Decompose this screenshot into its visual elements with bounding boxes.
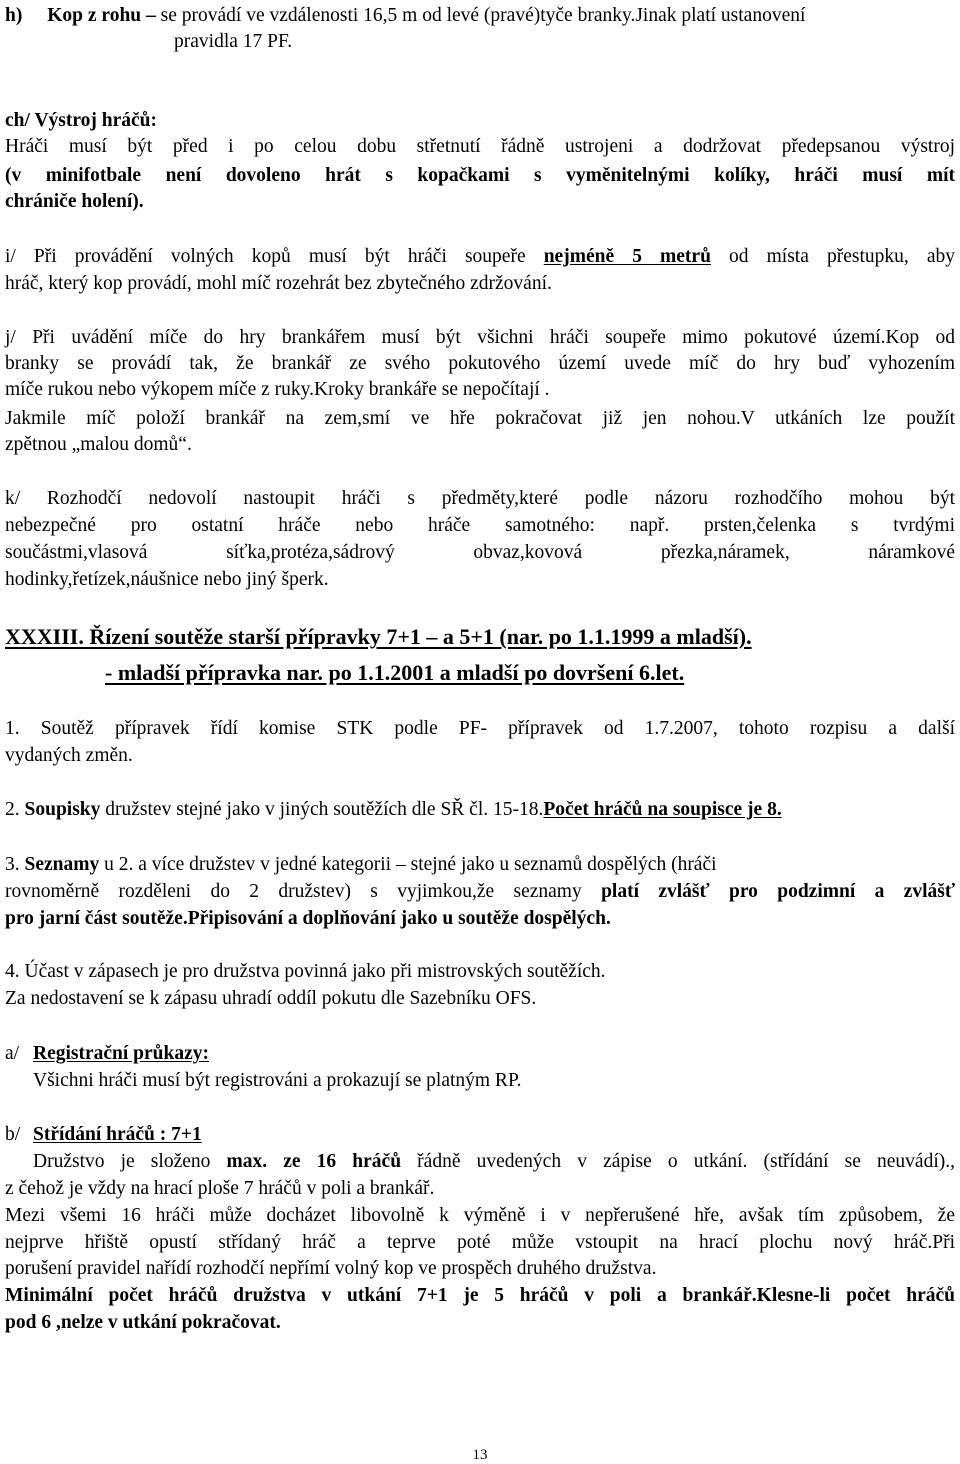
item-h-text: se provádí ve vzdálenosti 16,5 m od levé (pravé)tyče branky.Jinak platí ustanovení xyxy=(160,5,806,26)
item-i-line-2: hráč, který kop provádí, mohl míč rozehrát bez zbytečného zdržování. xyxy=(5,273,552,294)
item-b-line-7: pod 6 ,nelze v utkání pokračovat. xyxy=(5,1312,281,1333)
item-k-line-4: hodinky,řetízek,náušnice nebo jiný šperk. xyxy=(5,569,329,590)
item-j-line-3: míče rukou nebo výkopem míče z ruky.Kroky brankáře se nepočítají . xyxy=(5,379,550,400)
item-b-line-1-c: řádně uvedených v zápise o utkání. (střídání se neuvádí)., xyxy=(401,1151,955,1172)
item-i-text-a: i/ Při provádění volných kopů musí být hráči soupeře xyxy=(5,246,544,267)
item-i-text-b: od místa přestupku, aby xyxy=(710,246,955,267)
item-b-line-4: nejprve hřiště opustí střídaný hráč a teprve poté může vstoupit na hrací plochu nový hráč.Při xyxy=(5,1232,955,1253)
point-1-line-2: vydaných změn. xyxy=(5,745,133,766)
item-h-line-1 xyxy=(5,6,805,26)
point-2-text: družstev stejné jako v jiných soutěžích dle SŘ čl. 15-18. xyxy=(100,799,544,820)
item-j-line-4: Jakmile míč položí brankář na zem,smí ve hře pokračovat již jen nohou.V utkáních lze použít xyxy=(5,408,955,429)
item-k-line-3: součástmi,vlasová síťka,protéza,sádrový obvaz,kovová přezka,náramek, náramkové xyxy=(5,542,955,563)
point-2-emphasis: Počet hráčů na soupisce je 8. xyxy=(543,799,782,820)
item-ch-title: ch/ Výstroj hráčů: xyxy=(5,110,158,131)
point-3-number: 3. xyxy=(5,854,25,875)
item-b-marker: b/ xyxy=(5,1124,21,1145)
item-b-line-1-a: Družstvo je složeno xyxy=(33,1151,227,1172)
point-3-line-2 xyxy=(5,882,955,902)
item-b-line-2: z čehož je vždy na hrací ploše 7 hráčů v poli a brankář. xyxy=(5,1178,435,1199)
item-ch-line-3: chrániče holení). xyxy=(5,191,144,212)
item-b-line-3: Mezi všemi 16 hráči může docházet libovolně k výměně i v nepřerušené hře, avšak tím způsobem, že xyxy=(5,1205,955,1226)
item-b-title: Střídání hráčů : 7+1 xyxy=(33,1124,202,1145)
item-k-line-2: nebezpečné pro ostatní hráče nebo hráče samotného: např. prsten,čelenka s tvrdými xyxy=(5,515,955,536)
item-ch-line-2: (v minifotbale není dovoleno hrát s kopačkami s vyměnitelnými kolíky, hráči musí mít xyxy=(5,165,955,186)
item-j-line-2: branky se provádí tak, že brankář ze svého pokutového území uvede míč do hry buď vyhozením xyxy=(5,353,955,374)
point-3-line-2-bold: platí zvlášť pro podzimní a zvlášť xyxy=(601,881,956,902)
item-j-line-5: zpětnou „malou domů“. xyxy=(5,434,192,455)
item-b-line-5: porušení pravidel nařídí rozhodčí nepřímí volný kop ve prospěch druhého družstva. xyxy=(5,1258,657,1279)
point-2-keyword: Soupisky xyxy=(24,799,101,820)
point-2-number: 2. xyxy=(5,799,25,820)
item-a-marker: a/ xyxy=(5,1043,20,1064)
item-a-line-1: Všichni hráči musí být registrováni a prokazují se platným RP. xyxy=(33,1070,522,1091)
item-ch-line-1: Hráči musí být před i po celou dobu střetnutí řádně ustrojeni a dodržovat předepsanou výstroj xyxy=(5,136,955,157)
item-b-heading xyxy=(5,1125,202,1145)
point-3-line-2-text: rovnoměrně rozděleni do 2 družstev) s vyjimkou,že seznamy xyxy=(5,881,602,902)
item-h-title: Kop z rohu xyxy=(47,5,142,26)
section-title: XXXIII. Řízení soutěže starší přípravky 7+1 – a 5+1 (nar. po 1.1.1999 a mladší). xyxy=(5,624,752,649)
item-k-line-1: k/ Rozhodčí nedovolí nastoupit hráči s předměty,které podle názoru rozhodčího mohou být xyxy=(5,488,955,509)
item-i-line-1 xyxy=(5,247,955,267)
point-3-keyword: Seznamy xyxy=(24,854,100,875)
item-h-dash: – xyxy=(141,5,161,26)
point-3-text: u 2. a více družstev v jedné kategorii – stejné jako u seznamů dospělých (hráči xyxy=(99,854,717,875)
item-b-line-1-bold: max. ze 16 hráčů xyxy=(226,1151,402,1172)
item-b-line-6: Minimální počet hráčů družstva v utkání 7+1 je 5 hráčů v poli a brankář.Klesne-li počet hráčů xyxy=(5,1285,955,1306)
item-i-emphasis: nejméně 5 metrů xyxy=(543,246,711,267)
item-j-line-1: j/ Při uvádění míče do hry brankářem musí být všichni hráči soupeře mimo pokutové území.Kop od xyxy=(5,327,955,348)
point-4-line-2: Za nedostavení se k zápasu uhradí oddíl pokutu dle Sazebníku OFS. xyxy=(5,988,537,1009)
point-4-line-1: 4. Účast v zápasech je pro družstva povinná jako při mistrovských soutěžích. xyxy=(5,961,606,982)
point-1-line-1: 1. Soutěž přípravek řídí komise STK podle PF- přípravek od 1.7.2007, tohoto rozpisu a další xyxy=(5,718,955,739)
item-a-title: Registrační průkazy: xyxy=(33,1043,210,1064)
item-h-line-2: pravidla 17 PF. xyxy=(174,31,293,52)
page-number: 13 xyxy=(472,1447,488,1463)
point-3-line-1 xyxy=(5,855,717,875)
section-subtitle: - mladší přípravka nar. po 1.1.2001 a mladší po dovršení 6.let. xyxy=(105,660,685,685)
item-h-marker: h) xyxy=(5,5,23,26)
item-a-heading xyxy=(5,1044,209,1064)
point-3-line-3: pro jarní část soutěže.Připisování a doplňování jako u soutěže dospělých. xyxy=(5,908,611,929)
item-b-line-1 xyxy=(33,1152,955,1172)
point-2-line xyxy=(5,800,782,820)
